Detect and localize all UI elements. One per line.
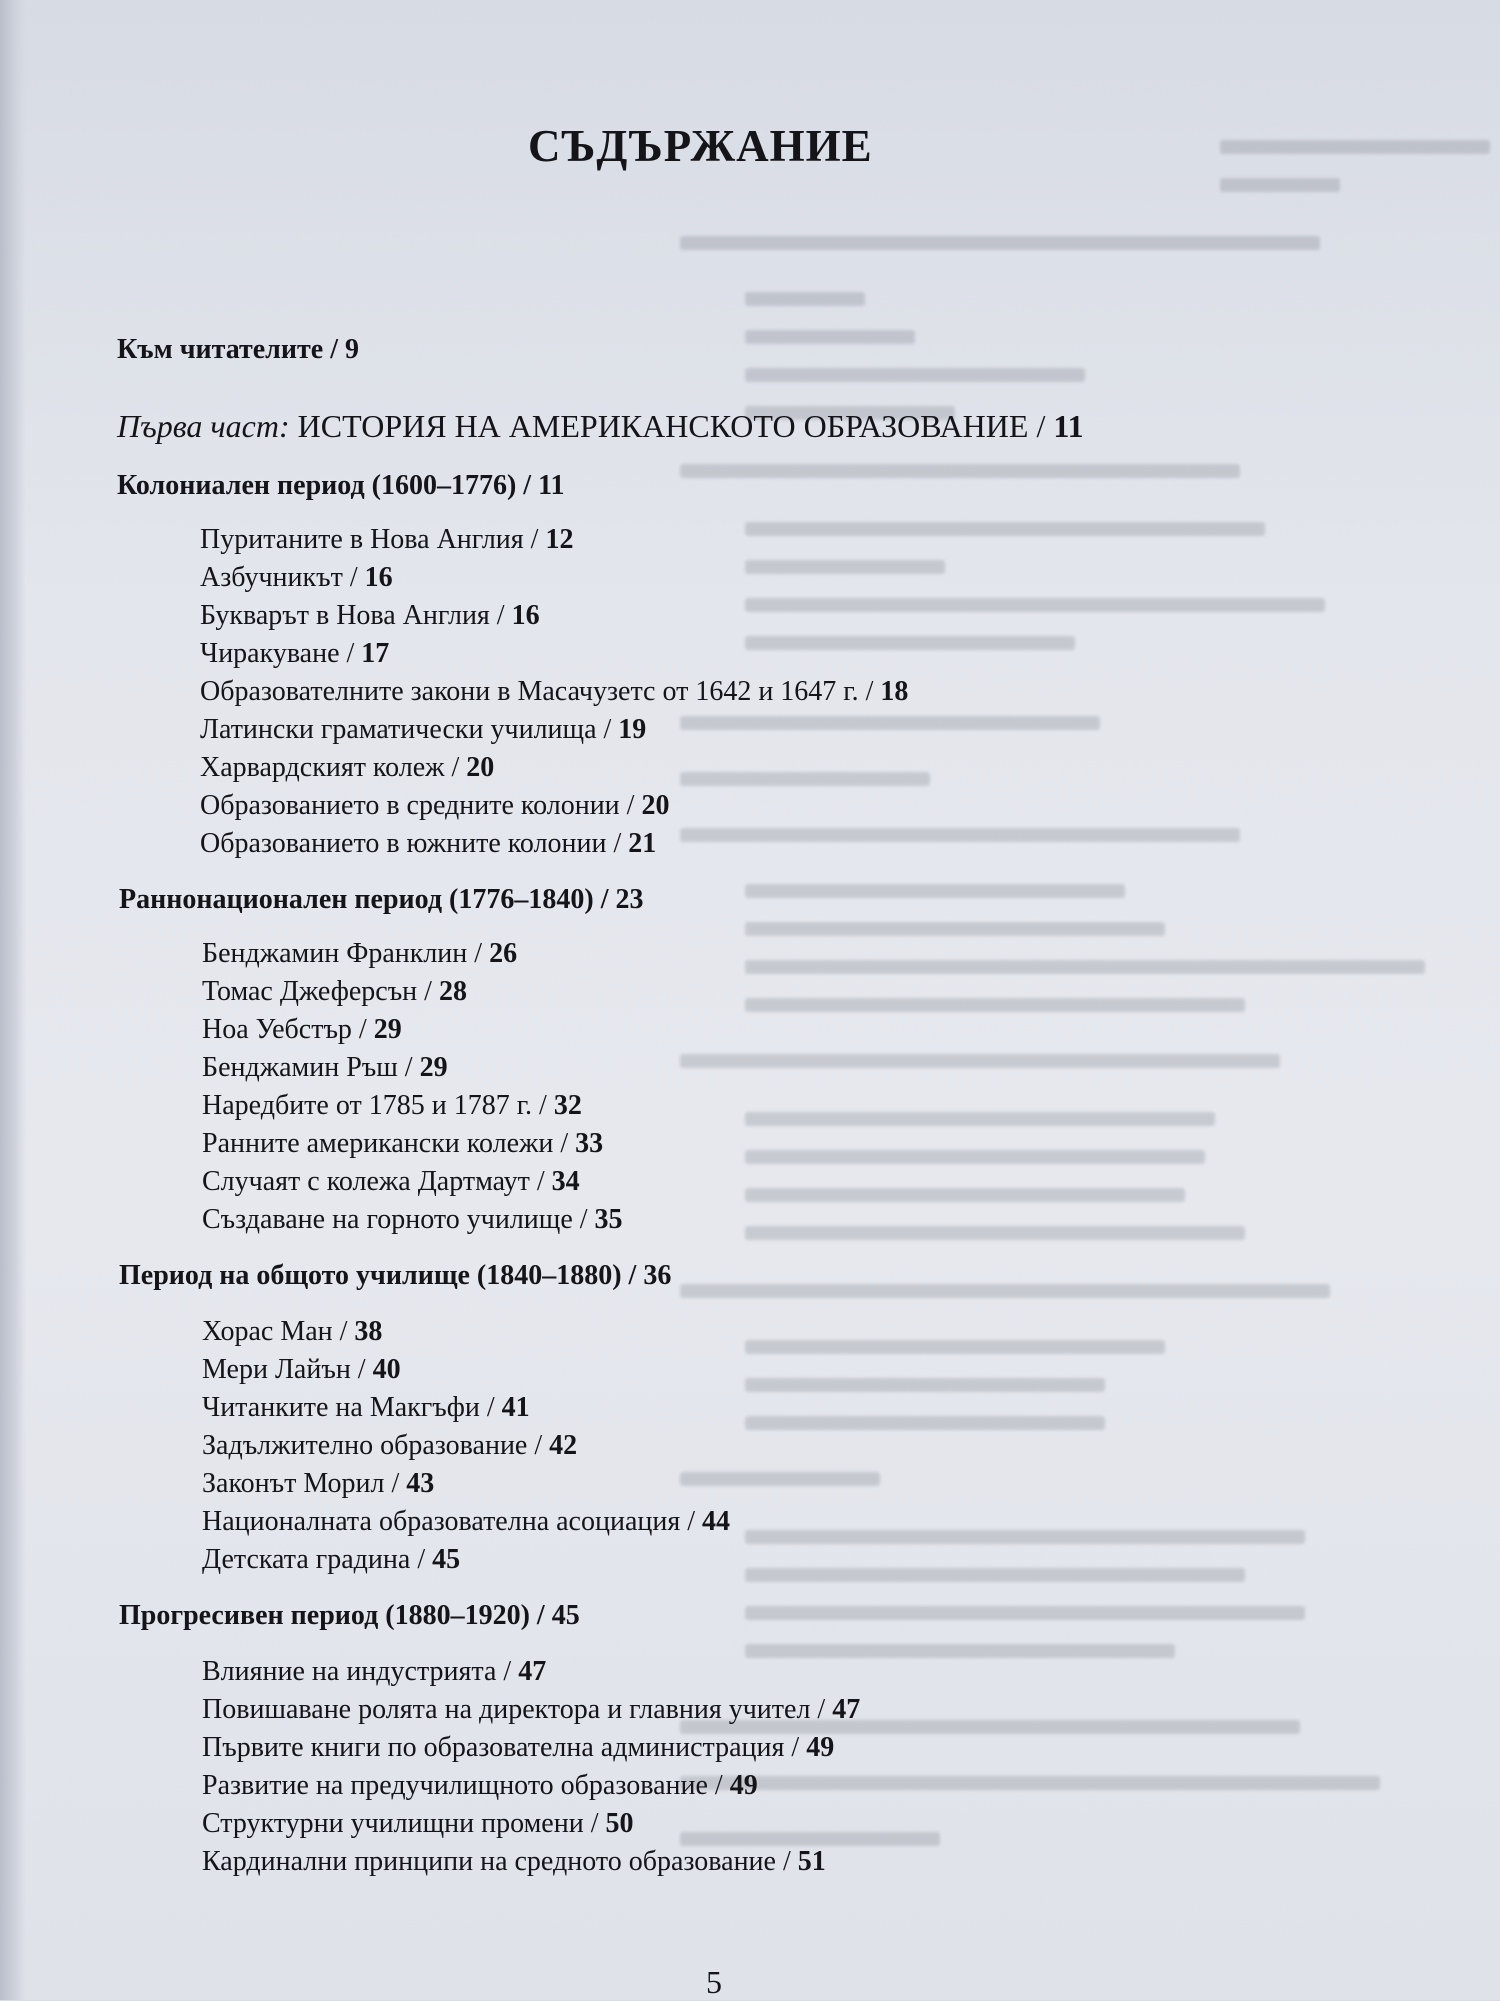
page-binding-edge	[0, 0, 26, 2000]
toc-item-page: 29	[419, 1052, 448, 1083]
toc-item-text: Влияние на индустрията /	[202, 1656, 512, 1687]
toc-item	[200, 564, 393, 592]
toc-section-common-school: Период на общото училище (1840–1880) / 36	[119, 1260, 672, 1291]
toc-item-page: 49	[806, 1732, 835, 1763]
toc-item-text: Харвардският колеж /	[200, 752, 460, 783]
toc-item-text: Кардинални принципи на средното образование /	[202, 1846, 791, 1877]
toc-item	[200, 640, 389, 668]
toc-item-text: Букварът в Нова Англия /	[200, 600, 505, 631]
toc-item-text: Задължително образование /	[202, 1430, 543, 1461]
toc-item-page: 50	[605, 1808, 634, 1839]
toc-item	[202, 1318, 382, 1346]
toc-item-text: Повишаване ролята на директора и главния учител /	[202, 1694, 826, 1725]
toc-item-text: Националната образователна асоциация /	[202, 1506, 695, 1537]
toc-item	[202, 978, 467, 1006]
toc-item-text: Азбучникът /	[200, 562, 358, 593]
toc-item-text: Структурни училищни промени /	[202, 1808, 599, 1839]
toc-item	[202, 940, 517, 968]
toc-item-text: Първите книги по образователна администрация /	[202, 1732, 800, 1763]
toc-item	[202, 1734, 834, 1762]
toc-item-text: Латински граматически училища /	[200, 714, 612, 745]
toc-item-text: Хорас Ман /	[202, 1316, 348, 1347]
toc-item-page: 28	[438, 976, 467, 1007]
toc-item-page: 16	[511, 600, 540, 631]
toc-item-text: Образованието в средните колонии /	[200, 790, 635, 821]
page-number: 5	[706, 1964, 722, 2000]
toc-item	[202, 1016, 402, 1044]
toc-item	[202, 1092, 582, 1120]
part-label: Първа част:	[117, 408, 290, 444]
toc-item	[202, 1508, 730, 1536]
toc-item	[200, 716, 646, 744]
toc-item	[202, 1546, 460, 1574]
toc-item	[202, 1206, 623, 1234]
toc-item-text: Случаят с колежа Дартмаут /	[202, 1166, 545, 1197]
toc-item-page: 45	[432, 1544, 461, 1575]
toc-item-page: 29	[373, 1014, 402, 1045]
toc-item	[202, 1470, 434, 1498]
toc-item-page: 49	[729, 1770, 758, 1801]
toc-item	[202, 1848, 826, 1876]
toc-item-page: 43	[406, 1468, 435, 1499]
toc-item-page: 35	[594, 1204, 623, 1235]
toc-part-one	[117, 410, 1084, 442]
toc-item-page: 42	[549, 1430, 578, 1461]
toc-item-page: 20	[466, 752, 495, 783]
toc-item-text: Пуританите в Нова Англия /	[200, 524, 539, 555]
toc-item	[202, 1168, 580, 1196]
toc-item	[200, 792, 669, 820]
toc-item-text: Наредбите от 1785 и 1787 г. /	[202, 1090, 547, 1121]
toc-item-text: Ранните американски колежи /	[202, 1128, 569, 1159]
toc-item-page: 44	[702, 1506, 730, 1537]
toc-item-text: Бенджамин Ръш /	[202, 1052, 413, 1083]
toc-item	[200, 602, 540, 630]
toc-section-early-national: Раннонационален период (1776–1840) / 23	[119, 884, 644, 915]
toc-item-text: Детската градина /	[202, 1544, 426, 1575]
toc-item-page: 18	[880, 676, 909, 707]
toc-item-page: 40	[372, 1354, 401, 1385]
part-page: 11	[1053, 408, 1084, 444]
toc-item-page: 20	[641, 790, 670, 821]
toc-item	[202, 1432, 577, 1460]
toc-item	[200, 830, 656, 858]
toc-section-progressive: Прогресивен период (1880–1920) / 45	[119, 1600, 580, 1631]
toc-item-page: 38	[354, 1316, 383, 1347]
page-title: СЪДЪРЖАНИЕ	[528, 121, 873, 171]
toc-item-page: 33	[575, 1128, 604, 1159]
toc-item-page: 47	[832, 1694, 861, 1725]
toc-item-text: Образователните закони в Масачузетс от 1642 и 1647 г. /	[200, 676, 874, 707]
toc-item-page: 41	[501, 1392, 530, 1423]
toc-item-page: 26	[489, 938, 518, 969]
part-title: ИСТОРИЯ НА АМЕРИКАНСКОТО ОБРАЗОВАНИЕ /	[297, 408, 1046, 444]
toc-item-text: Развитие на предучилищното образование /	[202, 1770, 723, 1801]
toc-item	[202, 1658, 546, 1686]
toc-item	[202, 1772, 758, 1800]
toc-item	[200, 526, 573, 554]
toc-item-text: Законът Морил /	[202, 1468, 400, 1499]
toc-item-page: 16	[364, 562, 393, 593]
toc-item	[202, 1394, 530, 1422]
toc-item-text: Мери Лайън /	[202, 1354, 366, 1385]
toc-item-text: Томас Джеферсън /	[202, 976, 432, 1007]
toc-item-page: 21	[628, 828, 657, 859]
toc-section-colonial: Колониален период (1600–1776) / 11	[117, 470, 565, 501]
toc-item-page: 12	[545, 524, 574, 555]
toc-item	[202, 1054, 448, 1082]
toc-item-page: 51	[797, 1846, 826, 1877]
toc-item-text: Бенджамин Франклин /	[202, 938, 483, 969]
toc-item-page: 47	[518, 1656, 547, 1687]
toc-item	[202, 1810, 633, 1838]
toc-item-text: Образованието в южните колонии /	[200, 828, 622, 859]
toc-item-text: Чиракуване /	[200, 638, 355, 669]
toc-item	[202, 1356, 401, 1384]
toc-item	[200, 754, 494, 782]
toc-item-page: 34	[551, 1166, 580, 1197]
toc-item-text: Ноа Уебстър /	[202, 1014, 367, 1045]
toc-item	[200, 678, 908, 706]
toc-entry-to-readers: Към читателите / 9	[117, 334, 359, 365]
toc-item-page: 17	[361, 638, 390, 669]
toc-item-text: Читанките на Макгъфи /	[202, 1392, 495, 1423]
toc-item	[202, 1696, 860, 1724]
toc-item-page: 19	[618, 714, 647, 745]
toc-item-page: 32	[553, 1090, 582, 1121]
toc-item	[202, 1130, 603, 1158]
toc-item-text: Създаване на горното училище /	[202, 1204, 588, 1235]
